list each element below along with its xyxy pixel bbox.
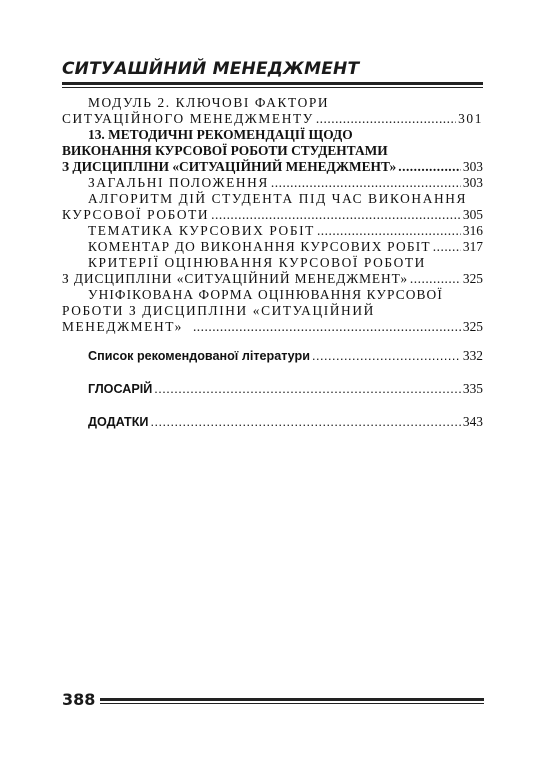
toc-page-number: 301 — [458, 111, 483, 126]
toc-page-number: 343 — [462, 414, 483, 429]
toc-entry-text: СИТУАЦІЙНОГО МЕНЕДЖМЕНТУ — [62, 111, 314, 126]
toc-page-number: 325 — [462, 319, 483, 334]
toc-page-number: 305 — [462, 207, 483, 222]
leader-dots — [410, 271, 461, 287]
leader-dots — [316, 111, 456, 127]
toc-entry-text: УНІФІКОВАНА ФОРМА ОЦІНЮВАННЯ КУРСОВОЇ — [88, 287, 443, 302]
toc-entry[interactable] — [62, 159, 483, 175]
toc-entry-text: Список рекомендованої літератури — [88, 349, 310, 363]
toc-entry-text: КРИТЕРІЇ ОЦІНЮВАННЯ КУРСОВОЇ РОБОТИ — [88, 255, 426, 270]
toc-entry[interactable] — [88, 223, 483, 239]
toc-entry-text: КОМЕНТАР ДО ВИКОНАННЯ КУРСОВИХ РОБІТ — [88, 239, 431, 254]
toc-page-number: 332 — [462, 348, 483, 363]
toc-entry[interactable] — [62, 207, 483, 223]
toc-entry-text: З ДИСЦИПЛІНИ «СИТУАЦІЙНИЙ МЕНЕДЖМЕНТ» — [62, 159, 397, 174]
toc-entry-text: ТЕМАТИКА КУРСОВИХ РОБІТ — [88, 223, 315, 238]
toc-entry-text: 13. МЕТОДИЧНІ РЕКОМЕНДАЦІЇ ЩОДО — [88, 127, 353, 142]
toc-entry[interactable] — [88, 239, 483, 255]
toc-page-number: 335 — [462, 381, 483, 396]
toc-entry-text: МОДУЛЬ 2. КЛЮЧОВІ ФАКТОРИ — [88, 95, 330, 110]
toc-entry[interactable] — [88, 175, 483, 191]
toc-entry-text: ДОДАТКИ — [88, 415, 149, 429]
toc-entry-text: З ДИСЦИПЛІНИ «СИТУАЦІЙНИЙ МЕНЕДЖМЕНТ» — [62, 271, 408, 286]
leader-dots — [312, 348, 461, 364]
leader-dots — [398, 159, 461, 175]
toc-page-number: 316 — [462, 223, 483, 238]
header-rule-thin — [62, 87, 483, 88]
toc-entry-text: МЕНЕДЖМЕНТ» — [62, 319, 183, 334]
leader-dots — [154, 381, 461, 397]
running-title: СИТУАШЙНИЙ МЕНЕДЖМЕНТ — [62, 59, 360, 79]
toc-page-number: 325 — [462, 271, 483, 286]
leader-dots — [150, 414, 460, 430]
toc-line — [88, 191, 467, 207]
toc-entry[interactable] — [62, 319, 483, 335]
toc-entry-literature[interactable] — [88, 348, 483, 364]
toc-entry-text: ЗАГАЛЬНІ ПОЛОЖЕННЯ — [88, 175, 269, 190]
header-rule — [62, 82, 483, 85]
leader-dots — [193, 319, 461, 335]
toc-entry-glossary[interactable] — [88, 381, 483, 397]
toc-entry-appendix[interactable] — [88, 414, 483, 430]
toc-line — [88, 95, 329, 111]
toc-line — [88, 287, 443, 303]
toc-entry[interactable] — [62, 271, 483, 287]
toc-line — [62, 303, 375, 319]
toc-line — [88, 255, 426, 271]
leader-dots — [271, 175, 461, 191]
toc-line — [62, 143, 388, 159]
toc-page-number: 317 — [462, 239, 483, 254]
leader-dots — [433, 239, 461, 255]
toc-entry-text: РОБОТИ З ДИСЦИПЛІНИ «СИТУАЦІЙНИЙ — [62, 303, 375, 318]
leader-dots — [211, 207, 461, 223]
toc-line — [88, 127, 353, 143]
toc-entry-text: ГЛОСАРІЙ — [88, 382, 153, 396]
toc-entry-text: ВИКОНАННЯ КУРСОВОЇ РОБОТИ СТУДЕНТАМИ — [62, 143, 388, 158]
toc-page-number: 303 — [462, 159, 483, 174]
toc-entry[interactable] — [62, 111, 483, 127]
leader-dots — [317, 223, 461, 239]
toc-entry-text: КУРСОВОЇ РОБОТИ — [62, 207, 210, 222]
page-number: 388 — [62, 690, 96, 709]
footer-rule-thin — [100, 703, 484, 704]
toc-entry-text: АЛГОРИТМ ДІЙ СТУДЕНТА ПІД ЧАС ВИКОНАННЯ — [88, 191, 468, 206]
toc-page-number: 303 — [462, 175, 483, 190]
footer-rule — [100, 698, 484, 701]
